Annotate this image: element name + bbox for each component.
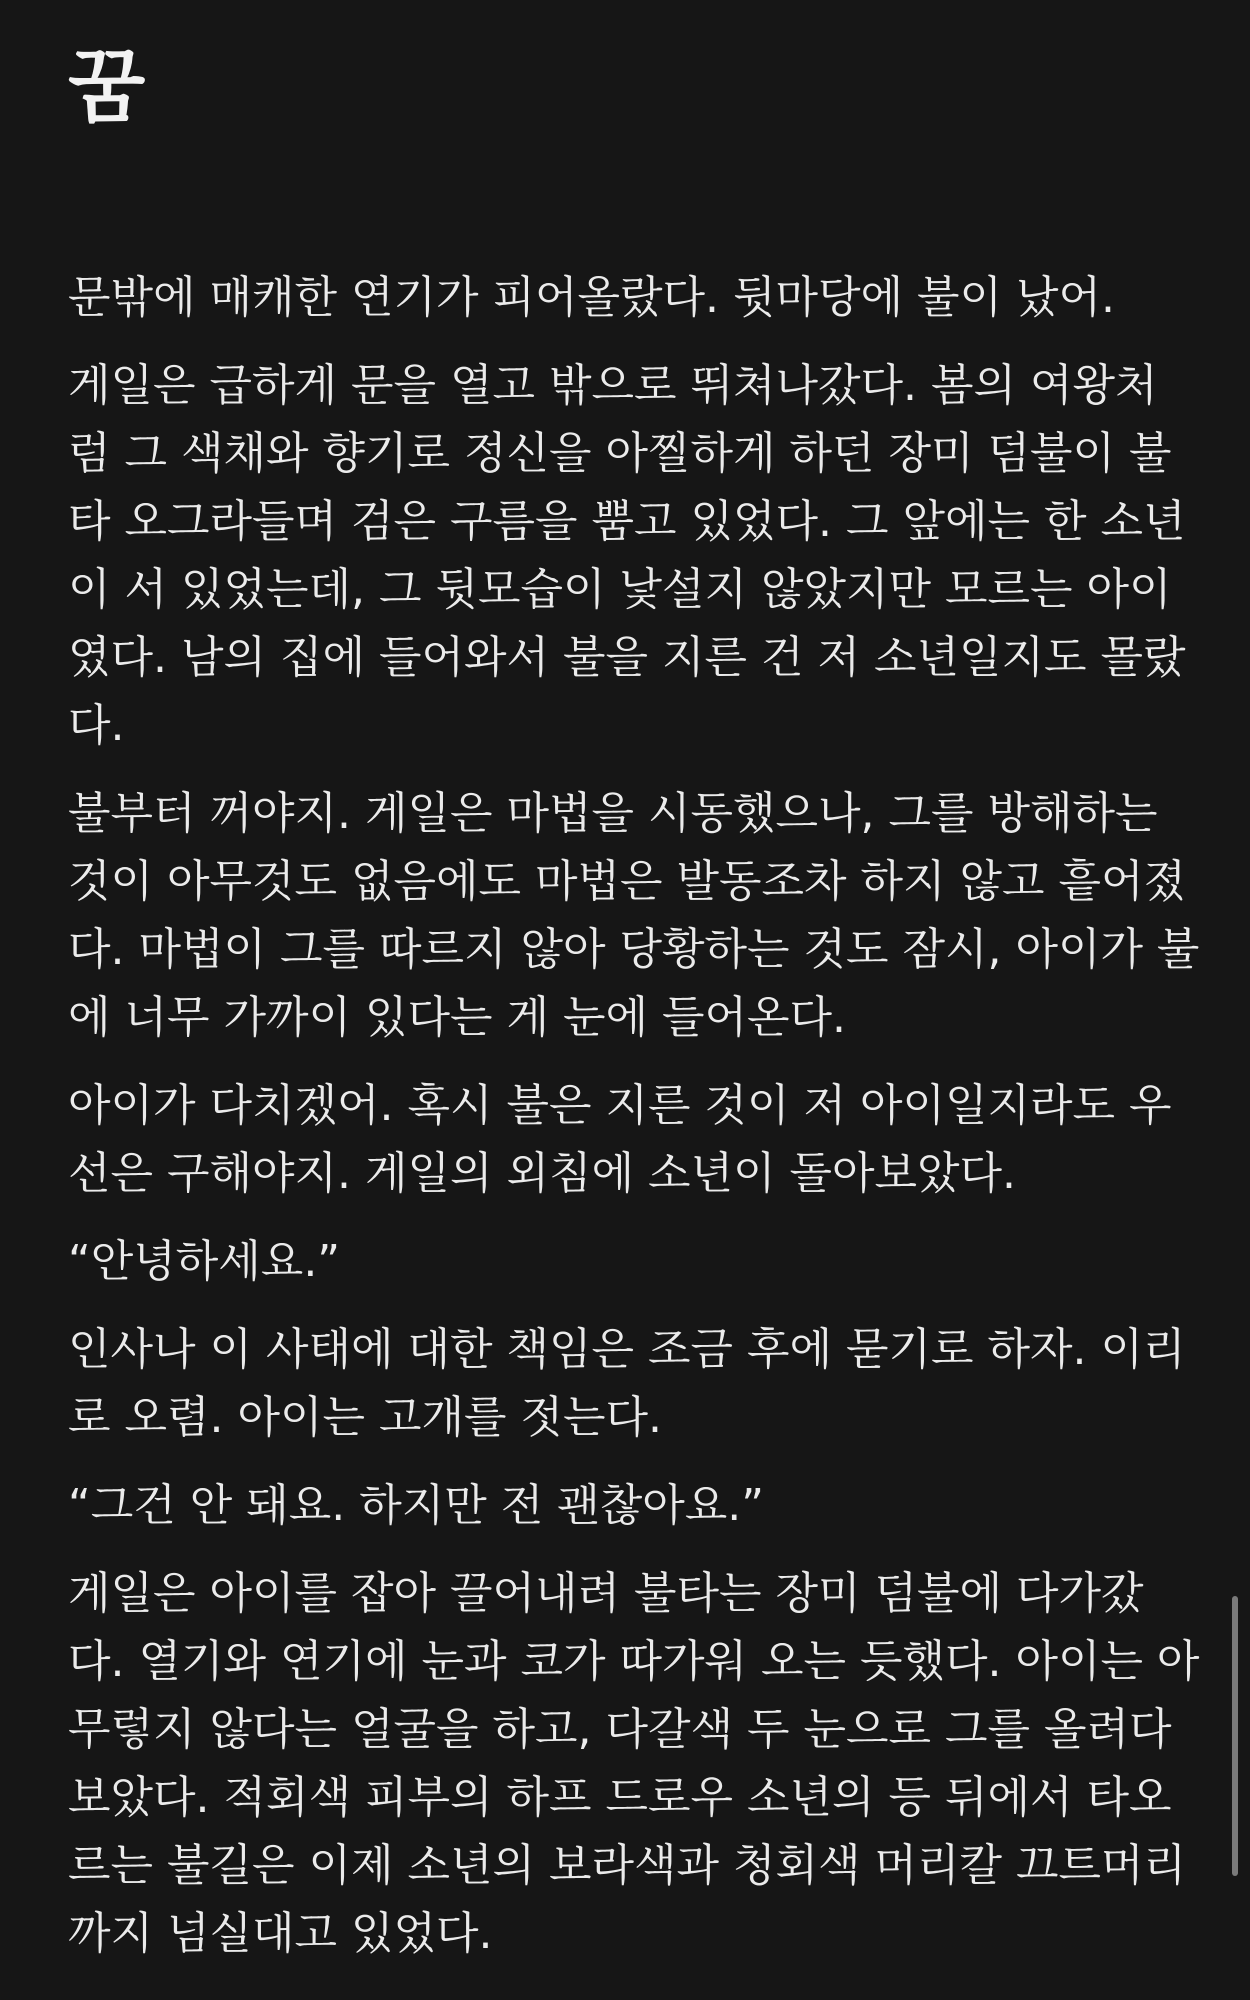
page-title: 꿈 [68, 41, 146, 134]
text-line: 다. 열기와 연기에 눈과 코가 따가워 오는 듯했다. 아이는 아 [68, 1636, 1200, 1687]
text-line: 선은 구해야지. 게일의 외침에 소년이 돌아보았다. [68, 1148, 1016, 1199]
text-line: 불부터 꺼야지. 게일은 마법을 시동했으나, 그를 방해하는 [68, 788, 1158, 839]
text-line: 보았다. 적회색 피부의 하프 드로우 소년의 등 뒤에서 타오 [68, 1772, 1172, 1823]
paragraph [68, 1316, 1186, 1452]
text-line: 것이 아무것도 없음에도 마법은 발동조차 하지 않고 흩어졌 [68, 856, 1186, 907]
text-line: 르는 불길은 이제 소년의 보라색과 청회색 머리칼 끄트머리 [68, 1840, 1186, 1891]
text-line: 럼 그 색채와 향기로 정신을 아찔하게 하던 장미 덤불이 불 [68, 428, 1172, 479]
text-line: “그건 안 돼요. 하지만 전 괜찮아요.” [68, 1480, 765, 1531]
text-line: 다. 마법이 그를 따르지 않아 당황하는 것도 잠시, 아이가 불 [68, 924, 1200, 975]
paragraph [68, 1072, 1178, 1208]
paragraph [68, 1560, 1200, 1968]
story-body [68, 264, 1200, 1988]
text-line: 게일은 아이를 잡아 끌어내려 불타는 장미 덤불에 다가갔 [68, 1568, 1144, 1619]
text-line: “안녕하세요.” [68, 1236, 341, 1287]
paragraph [68, 780, 1200, 1052]
text-line: 인사나 이 사태에 대한 책임은 조금 후에 묻기로 하자. 이리 [68, 1324, 1186, 1375]
text-line: 에 너무 가까이 있다는 게 눈에 들어온다. [68, 992, 846, 1043]
text-line: 아이가 다치겠어. 혹시 불은 지른 것이 저 아이일지라도 우 [68, 1080, 1172, 1131]
text-line: 무렇지 않다는 얼굴을 하고, 다갈색 두 눈으로 그를 올려다 [68, 1704, 1172, 1755]
paragraph [68, 352, 1186, 760]
paragraph [68, 264, 1178, 332]
text-line: 까지 넘실대고 있었다. [68, 1908, 493, 1959]
text-line: 였다. 남의 집에 들어와서 불을 지른 건 저 소년일지도 몰랐 [68, 632, 1186, 683]
text-line: 게일은 급하게 문을 열고 밖으로 뛰쳐나갔다. 봄의 여왕처 [68, 360, 1158, 411]
text-line: 로 오렴. 아이는 고개를 젓는다. [68, 1392, 662, 1443]
text-line: 타 오그라들며 검은 구름을 뿜고 있었다. 그 앞에는 한 소년 [68, 496, 1186, 547]
text-line: 다. [68, 700, 125, 751]
scrollbar-thumb[interactable] [1232, 1596, 1238, 1876]
text-line: 이 서 있었는데, 그 뒷모습이 낯설지 않았지만 모르는 아이 [68, 564, 1172, 615]
paragraph [68, 1228, 1178, 1296]
paragraph [68, 1472, 1178, 1540]
text-line: 문밖에 매캐한 연기가 피어올랐다. 뒷마당에 불이 났어. [68, 272, 1115, 323]
